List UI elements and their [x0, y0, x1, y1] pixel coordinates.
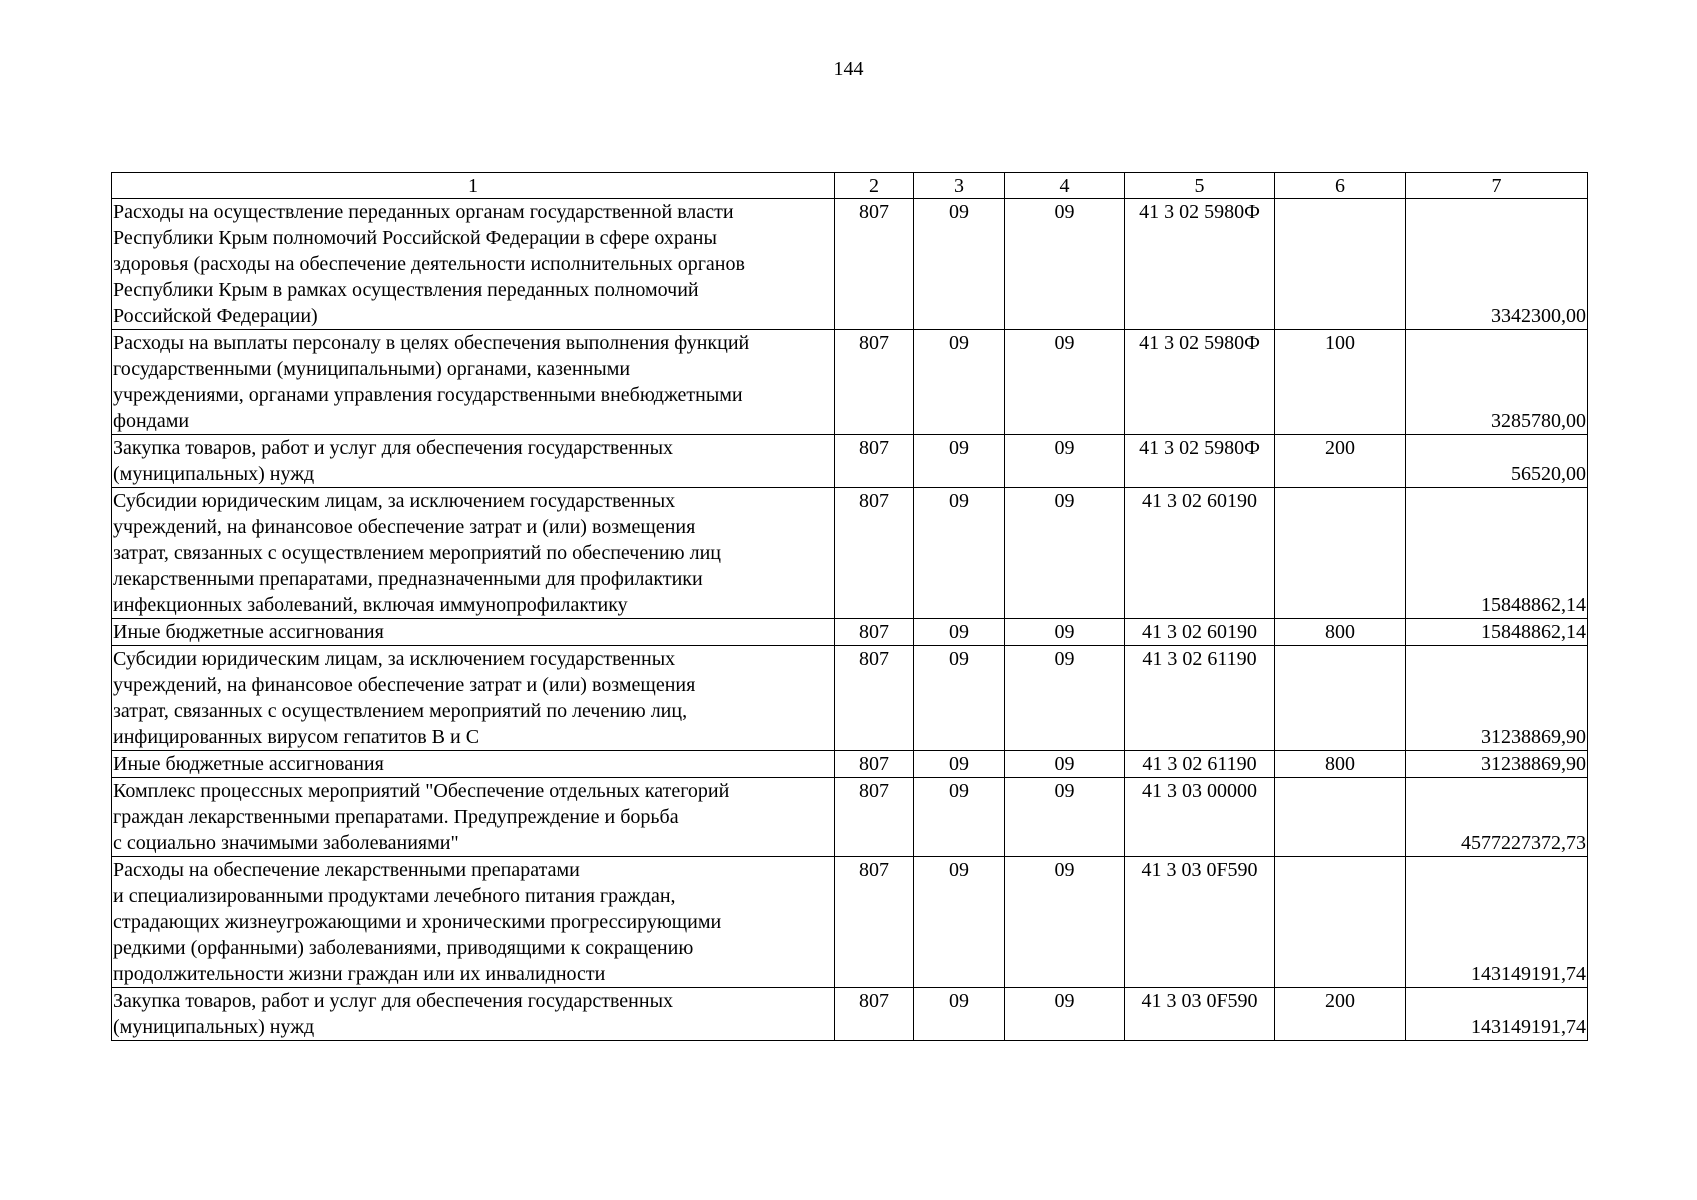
amount: 15848862,14 [1406, 488, 1588, 619]
target-article-code: 41 3 02 60190 [1125, 488, 1275, 619]
table-row [112, 646, 1588, 751]
description-line: Комплекс процессных мероприятий "Обеспечение отдельных категорий [113, 780, 730, 802]
subsection-code: 09 [1005, 778, 1125, 857]
description-line: инфекционных заболеваний, включая иммунопрофилактику [113, 594, 628, 616]
ministry-code: 807 [835, 778, 914, 857]
description-line: учреждений, на финансовое обеспечение затрат и (или) возмещения [113, 674, 696, 696]
target-article-code: 41 3 02 5980Ф [1125, 435, 1275, 488]
row-description [112, 857, 835, 988]
section-code: 09 [914, 751, 1005, 778]
subsection-code: 09 [1005, 619, 1125, 646]
section-code: 09 [914, 488, 1005, 619]
target-article-code: 41 3 03 0F590 [1125, 988, 1275, 1041]
target-article-code: 41 3 03 0F590 [1125, 857, 1275, 988]
expense-type-code: 100 [1275, 330, 1406, 435]
ministry-code: 807 [835, 488, 914, 619]
description-line: Республики Крым полномочий Российской Федерации в сфере охраны [113, 227, 717, 249]
row-description [112, 646, 835, 751]
description-line: и специализированными продуктами лечебного питания граждан, [113, 885, 676, 907]
target-article-code: 41 3 02 60190 [1125, 619, 1275, 646]
amount: 4577227372,73 [1406, 778, 1588, 857]
amount: 31238869,90 [1406, 751, 1588, 778]
section-code: 09 [914, 199, 1005, 330]
description-line: граждан лекарственными препаратами. Предупреждение и борьба [113, 806, 679, 828]
subsection-code: 09 [1005, 751, 1125, 778]
target-article-code: 41 3 02 5980Ф [1125, 330, 1275, 435]
column-header: 1 [112, 173, 835, 199]
ministry-code: 807 [835, 751, 914, 778]
description-line: Расходы на обеспечение лекарственными препаратами [113, 859, 580, 881]
amount: 15848862,14 [1406, 619, 1588, 646]
subsection-code: 09 [1005, 488, 1125, 619]
description-line: с социально значимыми заболеваниями" [113, 832, 459, 854]
column-header: 3 [914, 173, 1005, 199]
expense-type-code [1275, 778, 1406, 857]
column-header: 4 [1005, 173, 1125, 199]
expense-type-code: 200 [1275, 435, 1406, 488]
column-header: 5 [1125, 173, 1275, 199]
section-code: 09 [914, 857, 1005, 988]
ministry-code: 807 [835, 619, 914, 646]
budget-table [111, 172, 1588, 1041]
ministry-code: 807 [835, 330, 914, 435]
description-line: Республики Крым в рамках осуществления переданных полномочий [113, 279, 699, 301]
column-header: 6 [1275, 173, 1406, 199]
section-code: 09 [914, 330, 1005, 435]
row-description [112, 488, 835, 619]
description-line: Иные бюджетные ассигнования [113, 753, 384, 775]
description-line: Субсидии юридическим лицам, за исключением государственных [113, 490, 676, 512]
expense-type-code: 800 [1275, 619, 1406, 646]
amount: 3342300,00 [1406, 199, 1588, 330]
amount: 3285780,00 [1406, 330, 1588, 435]
row-description [112, 199, 835, 330]
section-code: 09 [914, 988, 1005, 1041]
table-row [112, 751, 1588, 778]
description-line: затрат, связанных с осуществлением мероприятий по лечению лиц, [113, 700, 688, 722]
description-line: здоровья (расходы на обеспечение деятельности исполнительных органов [113, 253, 745, 275]
description-line: продолжительности жизни граждан или их инвалидности [113, 963, 606, 985]
expense-type-code: 200 [1275, 988, 1406, 1041]
description-line: Закупка товаров, работ и услуг для обеспечения государственных [113, 437, 674, 459]
description-line: Расходы на выплаты персоналу в целях обеспечения выполнения функций [113, 332, 750, 354]
subsection-code: 09 [1005, 857, 1125, 988]
expense-type-code: 800 [1275, 751, 1406, 778]
table-row [112, 857, 1588, 988]
column-header: 7 [1406, 173, 1588, 199]
table-row [112, 435, 1588, 488]
section-code: 09 [914, 646, 1005, 751]
subsection-code: 09 [1005, 646, 1125, 751]
page-number: 144 [833, 58, 864, 80]
ministry-code: 807 [835, 435, 914, 488]
description-line: Закупка товаров, работ и услуг для обеспечения государственных [113, 990, 674, 1012]
column-header: 2 [835, 173, 914, 199]
description-line: инфицированных вирусом гепатитов B и C [113, 726, 480, 748]
row-description [112, 988, 835, 1041]
description-line: Расходы на осуществление переданных органам государственной власти [113, 201, 734, 223]
row-description [112, 778, 835, 857]
row-description [112, 619, 835, 646]
section-code: 09 [914, 435, 1005, 488]
ministry-code: 807 [835, 646, 914, 751]
description-line: затрат, связанных с осуществлением мероприятий по обеспечению лиц [113, 542, 721, 564]
subsection-code: 09 [1005, 988, 1125, 1041]
amount: 31238869,90 [1406, 646, 1588, 751]
description-line: фондами [113, 410, 190, 432]
description-line: Субсидии юридическим лицам, за исключением государственных [113, 648, 676, 670]
description-line: учреждений, на финансовое обеспечение затрат и (или) возмещения [113, 516, 696, 538]
description-line: страдающих жизнеугрожающими и хроническими прогрессирующими [113, 911, 722, 933]
description-line: лекарственными препаратами, предназначенными для профилактики [113, 568, 703, 590]
description-line: государственными (муниципальными) органами, казенными [113, 358, 631, 380]
table-row [112, 778, 1588, 857]
description-line: (муниципальных) нужд [113, 463, 315, 485]
row-description [112, 330, 835, 435]
target-article-code: 41 3 02 5980Ф [1125, 199, 1275, 330]
expense-type-code [1275, 646, 1406, 751]
subsection-code: 09 [1005, 199, 1125, 330]
description-line: редкими (орфанными) заболеваниями, приводящими к сокращению [113, 937, 694, 959]
table-row [112, 199, 1588, 330]
expense-type-code [1275, 199, 1406, 330]
subsection-code: 09 [1005, 330, 1125, 435]
table-row [112, 619, 1588, 646]
target-article-code: 41 3 02 61190 [1125, 646, 1275, 751]
ministry-code: 807 [835, 988, 914, 1041]
subsection-code: 09 [1005, 435, 1125, 488]
expense-type-code [1275, 857, 1406, 988]
row-description [112, 435, 835, 488]
description-line: (муниципальных) нужд [113, 1016, 315, 1038]
ministry-code: 807 [835, 857, 914, 988]
ministry-code: 807 [835, 199, 914, 330]
table-row [112, 488, 1588, 619]
target-article-code: 41 3 02 61190 [1125, 751, 1275, 778]
table-row [112, 330, 1588, 435]
expense-type-code [1275, 488, 1406, 619]
amount: 56520,00 [1406, 435, 1588, 488]
target-article-code: 41 3 03 00000 [1125, 778, 1275, 857]
description-line: Российской Федерации) [113, 305, 318, 327]
amount: 143149191,74 [1406, 988, 1588, 1041]
description-line: Иные бюджетные ассигнования [113, 621, 384, 643]
description-line: учреждениями, органами управления государственными внебюджетными [113, 384, 743, 406]
table-row [112, 988, 1588, 1041]
section-code: 09 [914, 619, 1005, 646]
section-code: 09 [914, 778, 1005, 857]
row-description [112, 751, 835, 778]
table-header-row [112, 173, 1588, 199]
amount: 143149191,74 [1406, 857, 1588, 988]
